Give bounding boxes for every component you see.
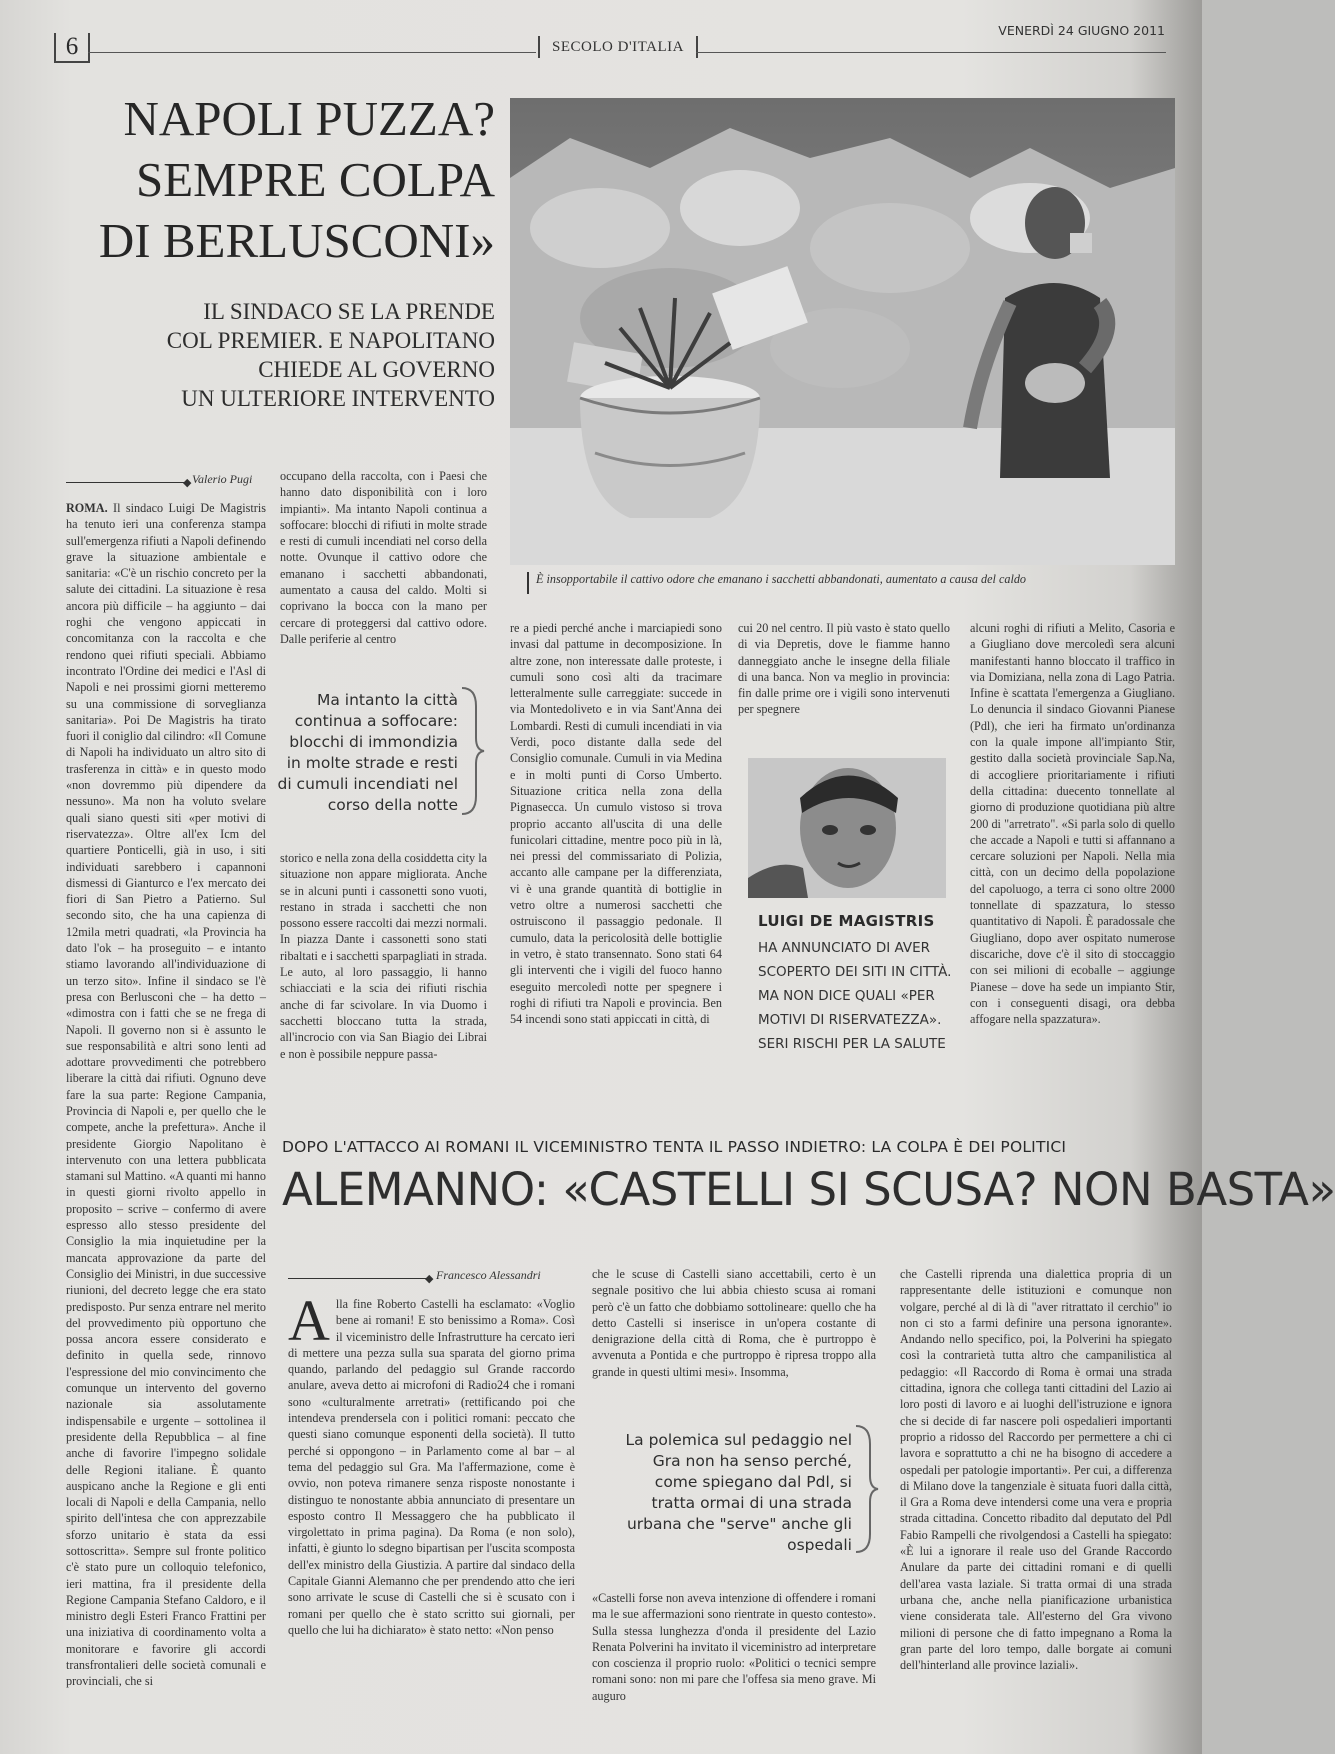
subhead-line-3: CHIEDE AL GOVERNO [258,357,495,382]
subhead-line-4: UN ULTERIORE INTERVENTO [181,386,495,411]
subhead-line-2: COL PREMIER. E NAPOLITANO [166,328,495,353]
subhead-line-1: IL SINDACO SE LA PRENDE [203,299,495,324]
profile-photo [748,758,946,898]
article1-subhead [80,297,495,413]
diamond-icon-2: ◆ [425,1272,434,1285]
brace-icon [458,686,486,816]
article1-column-4-top: cui 20 nel centro. Il più vasto è stato quello di via Depretis, dove le fiamme hanno danneggiato anche le insegne della filiale di una banca. Non va meglio in provincia: fin dalle prime ore i vigili sono intervenuti per spegnere [738,621,950,717]
byline-rule-2 [288,1278,428,1279]
article1-pull-quote: Ma intanto la città continua a soffocare: blocchi di immondizia in molte strade e resti di cumuli incendiati nel corso della notte [277,691,458,814]
masthead-rule-right [696,52,1166,53]
column-text: lla fine Roberto Castelli ha esclamato: «Voglio bene ai romani! E sto benissimo a Roma». Così il viceministro delle Infrastrutture ha cercato ieri di mettere una pezza sulla sua sparata del giorno prima quando, parlando del pedaggio sul Grande raccordo anulare, aveva detto ai microfoni di Radio24 che i romani sono «culturalmente arretrati» (rettificando poi che intendeva prendersela con i politici romani: peccato che questi siano comunque esponenti della società). Il tutto perché si oppongono – in Parlamento come al bar – al tema del pedaggio sul Gra. Ma l'affermazione, come è ovvio, non poteva rimanere senza risposte nonostante i distinguo te nonostante abbia annunciato di presentare un esposto contro Il Messaggero che ha pubblicato il virgolettato in prima pagina). Da Roma (e non solo), infatti, è giunto lo sdegno bipartisan per l'uscita scomposta dell'ex ministro della Giustizia. A partire dal sindaco della Capitale Gianni Alemanno che per prendendo atto che ieri sono arrivate le scuse di Castelli che si è scusato con i romani per quello che è stato scritto sui giornali, per quello che lui ha dichiarato» è stato netto: «Non penso [288,1297,575,1637]
photo-caption: È insopportabile il cattivo odore che emanano i sacchetti abbandonati, aumentato a causa del caldo [536,572,1027,586]
profile-text: HA ANNUNCIATO DI AVER SCOPERTO DEI SITI IN CITTÀ. MA NON DICE QUALI «PER MOTIVI DI RISERVATEZZA». SERI RISCHI PER LA SALUTE [758,940,952,1052]
headline-line-3: DI BERLUSCONI» [98,213,495,268]
article1-column-3: re a piedi perché anche i marciapiedi sono invasi dal pattume in decomposizione. In altre zone, non interessate dalle proteste, i cumuli sono così alti da tracimare letteralmente sulle carreggiate: succede in via Montedoliveto e in via Sant'Anna dei Lombardi. Resti di cumuli incendiati in via Verdi, poco distante dalla sede del Consiglio comunale. Cumuli in via Medina e in molti punti di Corso Umberto. Situazione critica nella zona della Pignasecca. Un cumulo vistoso si trova proprio accanto all'uscita di una delle funicolari cittadine, mentre poco più in là, nei pressi del commissariato di Polizia, accanto alle campane per la differenziata, vi è una grande quantità di bottiglie in vetro oltre a numerosi sacchetti che ostruiscono il passaggio pedonale. Il cumulo, data la pericolosità delle bottiglie in vetro, è stato transennato. Sono stati 64 gli interventi che i vigili del fuoco hanno eseguito mercoledì notte per spegnere i roghi di rifiuti tra Napoli e provincia. Ben 54 incendi sono stati appiccati in città, di [510,621,722,1027]
photo-caption-marker [527,572,529,594]
column-text: Il sindaco Luigi De Magistris ha tenuto ieri una conferenza stampa sull'emergenza rifiuti a Napoli definendo grave la situazione ambientale e sanitaria: «C'è un rischio concreto per la salute dei cittadini. La situazione è resa ancora più difficile – ha aggiunto – dai roghi che vengono appiccati in concomitanza con la raccolta e che rendono quei rifiuti speciali. Abbiamo incontrato l'Ordine dei medici e l'Asl di Napoli e nei prossimi giorni metteremo su una commissione di sorveglianza sanitaria». Poi De Magistris ha tirato fuori il coniglio dal cilindro: «Il Comune di Napoli ha individuato un altro sito di trasferenza in città» e in questo modo «non dovremmo più dipendere da nessuno». Ma non ha voluto svelare quali siano questi siti «per motivi di riservatezza». Oltre all'ex Icm del quartiere Ponticelli, già in uso, i siti individuati sarebbero i capannoni dismessi di Gianturco e l'ex mercato dei fiori di San Pietro a Patierno. Sul secondo sito, che ha una capienza di 12mila metri quadrati, «la Provincia ha dato l'ok – ha proseguito – e intanto stiamo lavorando all'individuazione di un terzo sito». Infine il sindaco se l'è presa con Berlusconi che – ha detto – «dimostra con i fatti che se ne frega di Napoli. Il governo non si è assunto le sue responsabilità e altri sono lenti ad adottare provvedimenti che potrebbero liberare la città dai rifiuti. Ognuno deve fare la sua parte: Regione Campania, Provincia di Napoli e, per quello che le compete, anche la prefettura». Anche il presidente Giorgio Napolitano è intervenuto con una lettera pubblicata stamani sul Mattino. «A quanti mi hanno in questi giorni rivolto appello in proposito – scrive – confermo di avere espresso allo stesso presidente del Consiglio la mia inquietudine per la mancata approvazione da parte del Consiglio dei Ministri, in due successive riunioni, del decreto legge che era stato predisposto. Pur senza entrare nel merito del provvedimento più opportuno che possa ancora essere considerato e definito in quella sede, rinnovo l'espressione del mio convincimento che comunque un intervento del governo nazionale sia assolutamente indispensabile e urgente – sottolinea il presidente della Repubblica – al fine anche di favorire l'impegno solidale delle Regioni italiane. È quanto auspicano anche la Regione e gli enti locali di Napoli e della Campania, nello spirito dell'intesa che con apprezzabile sforzo unitario è stata da essi sottoscritta». Sempre sul fronte politico c'è stato pure un colloquio telefonico, ieri mattina, fra il presidente della Regione Campania Stefano Caldoro, e il ministro degli Esteri Franco Frattini per una iniziativa di coordinamento volta a monitorare e favorire gli accordi transfrontalieri delle società comunali e provinciali, che si [66,501,266,1689]
article1-column-2-top: occupano della raccolta, con i Paesi che hanno dato disponibilità con i loro impianti». Ma intanto Napoli continua a soffocare: blocchi di rifiuti in molte strade e resti di cumuli incendiati nel corso della notte. Ovunque il cattivo odore che emanano i sacchetti abbandonati, aumentato a causa del caldo. Molti si coprivano la bocca con la mano per cercare di proteggersi dal cattivo odore. Dalle periferie al centro [280,469,487,646]
article2-column-1 [288,1288,575,1751]
byline-rule-1 [66,482,186,483]
article2-headline: ALEMANNO: «CASTELLI SI SCUSA? NON BASTA» [282,1163,1335,1216]
headline-line-2: SEMPRE COLPA [135,152,495,207]
diamond-icon: ◆ [183,476,192,489]
article1-column-2-bottom: storico e nella zona della cosiddetta city la situazione non appare migliorata. Anche se in alcuni punti i cassonetti sono vuoti, restano in strada i sacchetti che non possono essere raccolti dai mezzi normali. In piazza Dante i cassonetti sono stati ribaltati e i sacchetti sparpagliati in strada. Le auto, al loro passaggio, li hanno schiacciati e la scia dei rifiuti rischia anche di far scivolare. In via Duomo i sacchetti bloccano tutta la strada, all'incrocio con via San Biagio dei Librai e non è possibile neppure passa- [280,851,487,1061]
dateline: ROMA. [66,501,108,515]
article2-column-3: che Castelli riprenda una dialettica propria di un rappresentante delle istituzioni e comunque non volgare, perché al di là di "aver ritrattato il cerchio" io non ci sto a farmi definire una persona ignorante». Andando nello specifico, poi, la Polverini ha spiegato così la contrarietà tutta altro che campanilistica al pedaggio: «Il Raccordo di Roma è ormai una strada cittadina, ignora che collega tanti cittadini del Lazio ai loro posti di lavoro e ai luoghi dell'istruzione e ignora che si decide di far nascere poli ospedalieri importanti proprio a ridosso del Raccordo per permettere a chi ci lavora e soprattutto a chi ne ha bisogno di accedere a ospedali per patologie importanti». Per cui, a differenza di Milano dove la tangenziale è situata fuori dalla città, il Gra a Roma deve intendersi come una vera e propria strada cittadina. Concetto ribadito dal deputato del Pdl Fabio Rampelli che rivolgendosi a Castelli ha spiegato: «È lui a ignorare il reale uso del Grande Raccordo Anulare da parte dei cittadini romani e di quelli dell'area vasta laziale. Si tratta ormai di una strada urbana che, anche nella pianificazione urbanistica viene considerata tale. All'esterno del Gra vivono milioni di persone che di fatto impegnano a Roma la gran parte del loro tempo, dalle borgate ai comuni dell'hinterland alle province laziali». [900,1267,1172,1673]
issue-date: VENERDÌ 24 GIUGNO 2011 [998,23,1165,38]
main-photo [510,98,1175,565]
article2-column-2-top: che le scuse di Castelli siano accettabili, certo è un segnale positivo che lui abbia chiesto scusa ai romani però c'è un fatto che dobbiamo sottolineare: quello che ha detto Castelli si inserisce in un'opera costante di denigrazione della città di Roma, che è purtroppo è avvenuta a Pontida e che purtroppo è ripresa troppo alla grande in questi ultimi mesi». Insomma, [592,1267,876,1379]
article2-kicker: DOPO L'ATTACCO AI ROMANI IL VICEMINISTRO TENTA IL PASSO INDIETRO: LA COLPA È DEI POLITICI [282,1138,1067,1156]
portrait-photo [748,758,946,898]
headline-line-1: NAPOLI PUZZA? [123,91,495,146]
page-number: 6 [54,33,90,63]
article1-byline: Valerio Pugi [192,472,253,486]
article2-column-2-bottom: «Castelli forse non aveva intenzione di offendere i romani ma le sue affermazioni sono rientrate in questo contesto». Sulla stessa lunghezza d'onda il presidente del Lazio Renata Polverini ha invitato il viceministro ad interpretare con coscienza il proprio ruolo: «Politici o tecnici sempre romani sono: non mi pare che l'offesa sia meno grave. Mi auguro [592,1591,876,1703]
brace-icon-2 [852,1424,880,1554]
article1-column-1 [66,500,266,1750]
article2-pull-quote: La polemica sul pedaggio nel Gra non ha senso perché, come spiegano dal Pdl, si tratta ormai di una strada urbana che "serve" anche gli ospedali [625,1431,852,1554]
masthead-rule-left [88,52,536,53]
drop-cap: A [288,1288,330,1353]
garbage-street-photo [510,98,1175,565]
article1-headline [40,88,495,271]
publication-name: SECOLO D'ITALIA [538,36,698,58]
profile-name: LUIGI DE MAGISTRIS [758,912,935,930]
article1-column-5: alcuni roghi di rifiuti a Melito, Casoria e a Giugliano dove mercoledì sera alcuni manifestanti hanno bloccato il traffico in via Domiziana, nella zona di Lago Patria. Infine è scattata l'emergenza a Giugliano. Lo denuncia il sindaco Giovanni Pianese (Pdl), che ieri ha firmato un'ordinanza con la quale impone all'impianto Stir, gestito dalla società provinciale Sap.Na, di accogliere prioritariamente i rifiuti della cittadina: duecento tonnellate al giorno di produzione quotidiana più altre 200 di "arretrato". «Si parla solo di quello che accade a Napoli e tutti si affannano a cercare soluzioni per Napoli. Nella mia città, con un decimo della popolazione del capoluogo, a terra ci sono oltre 2000 tonnellate di spazzatura, lo stesso quantitativo di Napoli. È paradossale che Giugliano, dopo aver ospitato numerose discariche, dove c'è il sito di stoccaggio con sei milioni di ecoballe – aggiunge Pianese – dove ha sede un impianto Stir, con i conseguenti disagi, ora debba affogare nella spazzatura». [970,621,1175,1027]
article2-byline: Francesco Alessandri [436,1268,541,1282]
